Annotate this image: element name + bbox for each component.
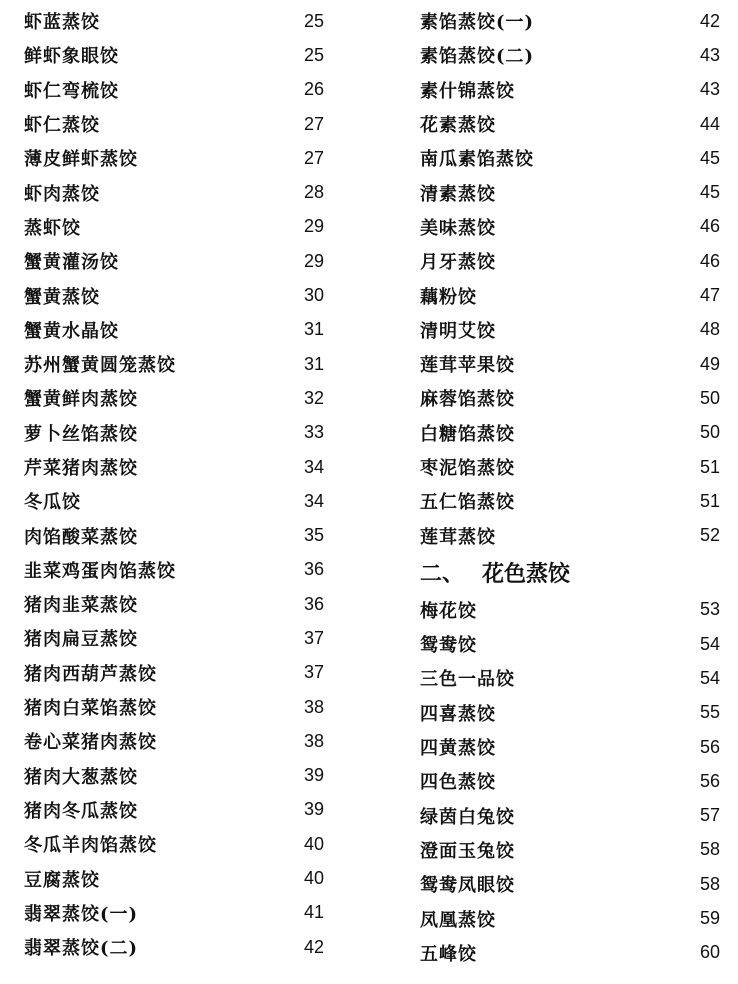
entry-page-number: 45 xyxy=(699,147,720,168)
entry-page-number: 27 xyxy=(303,147,324,168)
entry-title: 冬瓜饺 xyxy=(24,492,81,514)
entry-page-number: 36 xyxy=(303,593,324,614)
entry-title: 虾蓝蒸饺 xyxy=(24,12,100,34)
entry-title: 猪肉韭菜蒸饺 xyxy=(24,595,138,617)
entry-title: 清素蒸饺 xyxy=(420,183,496,205)
entry-page-number: 34 xyxy=(303,456,324,477)
toc-entry xyxy=(420,867,720,901)
entry-title: 凤凰蒸饺 xyxy=(420,909,496,931)
entry-page-number: 31 xyxy=(303,319,324,340)
entry-title: 花素蒸饺 xyxy=(420,115,496,137)
entry-page-number: 56 xyxy=(699,736,720,757)
entry-page-number: 60 xyxy=(699,942,720,963)
entry-title: 蟹黄水晶饺 xyxy=(24,320,119,342)
toc-entry xyxy=(420,936,720,970)
toc-entry xyxy=(420,901,720,935)
entry-page-number: 25 xyxy=(303,44,324,65)
entry-page-number: 29 xyxy=(303,250,324,271)
entry-page-number: 34 xyxy=(303,490,324,511)
entry-title: 猪肉西葫芦蒸饺 xyxy=(24,663,157,685)
entry-title: 翡翠蒸饺(一) xyxy=(24,903,139,925)
toc-entry xyxy=(24,656,324,690)
entry-page-number: 58 xyxy=(699,839,720,860)
entry-title: 五仁馅蒸饺 xyxy=(420,492,515,514)
entry-page-number: 31 xyxy=(303,353,324,374)
toc-entry xyxy=(420,73,720,107)
entry-page-number: 38 xyxy=(303,696,324,717)
entry-title: 藕粉饺 xyxy=(420,286,477,308)
entry-page-number: 39 xyxy=(303,765,324,786)
toc-entry xyxy=(420,730,720,764)
toc-entry xyxy=(24,724,324,758)
toc-entry xyxy=(420,141,720,175)
toc-entry xyxy=(420,38,720,72)
toc-entry xyxy=(24,73,324,107)
entry-title: 猪肉冬瓜蒸饺 xyxy=(24,800,138,822)
entry-title: 苏州蟹黄圆笼蒸饺 xyxy=(24,355,176,377)
toc-entry xyxy=(24,930,324,964)
entry-title: 莲茸蒸饺 xyxy=(420,526,496,548)
entry-page-number: 50 xyxy=(699,387,720,408)
entry-title: 五峰饺 xyxy=(420,943,477,965)
toc-entry xyxy=(420,347,720,381)
entry-page-number: 37 xyxy=(303,627,324,648)
toc-entry xyxy=(24,518,324,552)
entry-title: 蒸虾饺 xyxy=(24,217,81,239)
entry-title: 猪肉大葱蒸饺 xyxy=(24,766,138,788)
entry-page-number: 46 xyxy=(699,216,720,237)
entry-title: 鲜虾象眼饺 xyxy=(24,46,119,68)
entry-title: 澄面玉兔饺 xyxy=(420,840,515,862)
toc-entry xyxy=(420,764,720,798)
toc-entry xyxy=(24,244,324,278)
toc-entry xyxy=(420,833,720,867)
toc-entry xyxy=(420,518,720,552)
entry-title: 猪肉扁豆蒸饺 xyxy=(24,629,138,651)
entry-page-number: 42 xyxy=(303,936,324,957)
entry-page-number: 50 xyxy=(699,422,720,443)
toc-entry xyxy=(420,381,720,415)
entry-page-number: 44 xyxy=(699,113,720,134)
toc-entry xyxy=(420,175,720,209)
entry-title: 绿茵白兔饺 xyxy=(420,806,515,828)
toc-entry xyxy=(24,38,324,72)
toc-entry xyxy=(24,313,324,347)
toc-entry xyxy=(24,690,324,724)
toc-entry xyxy=(420,278,720,312)
toc-entry xyxy=(24,416,324,450)
toc-entry xyxy=(420,416,720,450)
entry-title: 冬瓜羊肉馅蒸饺 xyxy=(24,835,157,857)
entry-title: 卷心菜猪肉蒸饺 xyxy=(24,732,157,754)
toc-entry xyxy=(420,210,720,244)
entry-page-number: 26 xyxy=(303,79,324,100)
toc-entry xyxy=(24,4,324,38)
entry-page-number: 29 xyxy=(303,216,324,237)
toc-entry xyxy=(24,450,324,484)
entry-title: 萝卜丝馅蒸饺 xyxy=(24,423,138,445)
entry-page-number: 39 xyxy=(303,799,324,820)
toc-entry xyxy=(420,107,720,141)
entry-title: 美味蒸饺 xyxy=(420,217,496,239)
entry-title: 虾仁弯梳饺 xyxy=(24,80,119,102)
toc-entry xyxy=(24,793,324,827)
entry-page-number: 46 xyxy=(699,250,720,271)
entry-page-number: 49 xyxy=(699,353,720,374)
entry-title: 肉馅酸菜蒸饺 xyxy=(24,526,138,548)
toc-right-column xyxy=(420,4,720,970)
entry-title: 四喜蒸饺 xyxy=(420,703,496,725)
entry-page-number: 37 xyxy=(303,662,324,683)
toc-entry xyxy=(24,587,324,621)
toc-entry xyxy=(24,141,324,175)
entry-title: 四色蒸饺 xyxy=(420,772,496,794)
entry-title: 虾肉蒸饺 xyxy=(24,183,100,205)
toc-entry xyxy=(420,450,720,484)
entry-page-number: 52 xyxy=(699,525,720,546)
toc-entry xyxy=(24,553,324,587)
entry-page-number: 41 xyxy=(303,902,324,923)
entry-page-number: 54 xyxy=(699,633,720,654)
toc-entry xyxy=(420,799,720,833)
toc-entry xyxy=(24,381,324,415)
entry-title: 虾仁蒸饺 xyxy=(24,115,100,137)
entry-page-number: 58 xyxy=(699,873,720,894)
entry-page-number: 47 xyxy=(699,285,720,306)
toc-entry xyxy=(24,827,324,861)
entry-page-number: 32 xyxy=(303,387,324,408)
entry-page-number: 45 xyxy=(699,182,720,203)
toc-entry xyxy=(24,210,324,244)
entry-title: 莲茸苹果饺 xyxy=(420,355,515,377)
toc-entry xyxy=(24,278,324,312)
entry-page-number: 57 xyxy=(699,805,720,826)
entry-title: 蟹黄鲜肉蒸饺 xyxy=(24,389,138,411)
section-heading xyxy=(420,553,720,593)
toc-entry xyxy=(24,347,324,381)
entry-title: 梅花饺 xyxy=(420,600,477,622)
toc-entry xyxy=(420,4,720,38)
entry-title: 白糖馅蒸饺 xyxy=(420,423,515,445)
entry-page-number: 56 xyxy=(699,770,720,791)
entry-page-number: 48 xyxy=(699,319,720,340)
entry-title: 清明艾饺 xyxy=(420,320,496,342)
entry-page-number: 43 xyxy=(699,44,720,65)
entry-page-number: 36 xyxy=(303,559,324,580)
entry-page-number: 54 xyxy=(699,667,720,688)
entry-title: 薄皮鲜虾蒸饺 xyxy=(24,149,138,171)
entry-page-number: 40 xyxy=(303,833,324,854)
entry-page-number: 28 xyxy=(303,182,324,203)
entry-title: 鸳鸯饺 xyxy=(420,635,477,657)
entry-title: 南瓜素馅蒸饺 xyxy=(420,149,534,171)
entry-title: 豆腐蒸饺 xyxy=(24,869,100,891)
entry-title: 三色一品饺 xyxy=(420,669,515,691)
entry-page-number: 59 xyxy=(699,908,720,929)
toc-entry xyxy=(420,244,720,278)
section-title: 花色蒸饺 xyxy=(482,562,571,588)
toc-entry xyxy=(24,107,324,141)
toc-entry xyxy=(420,696,720,730)
entry-title: 麻蓉馅蒸饺 xyxy=(420,389,515,411)
section-number: 二、 xyxy=(420,562,465,588)
entry-title: 月牙蒸饺 xyxy=(420,252,496,274)
toc-entry xyxy=(420,484,720,518)
entry-title: 四黄蒸饺 xyxy=(420,738,496,760)
entry-title: 素什锦蒸饺 xyxy=(420,80,515,102)
entry-page-number: 42 xyxy=(699,10,720,31)
entry-page-number: 27 xyxy=(303,113,324,134)
entry-page-number: 51 xyxy=(699,456,720,477)
entry-page-number: 43 xyxy=(699,79,720,100)
entry-page-number: 51 xyxy=(699,490,720,511)
entry-page-number: 33 xyxy=(303,422,324,443)
toc-entry xyxy=(24,861,324,895)
entry-page-number: 40 xyxy=(303,868,324,889)
entry-title: 猪肉白菜馅蒸饺 xyxy=(24,698,157,720)
toc-entry xyxy=(420,627,720,661)
toc-entry xyxy=(420,313,720,347)
entry-page-number: 53 xyxy=(699,599,720,620)
toc-entry xyxy=(24,621,324,655)
entry-page-number: 25 xyxy=(303,10,324,31)
entry-title: 翡翠蒸饺(二) xyxy=(24,938,139,960)
entry-title: 韭菜鸡蛋肉馅蒸饺 xyxy=(24,560,176,582)
entry-title: 芹菜猪肉蒸饺 xyxy=(24,458,138,479)
entry-page-number: 55 xyxy=(699,702,720,723)
toc-left-column xyxy=(24,4,324,964)
toc-entry xyxy=(420,593,720,627)
entry-page-number: 35 xyxy=(303,525,324,546)
entry-page-number: 30 xyxy=(303,285,324,306)
entry-title: 素馅蒸饺(二) xyxy=(420,46,535,68)
toc-entry xyxy=(24,896,324,930)
entry-page-number: 38 xyxy=(303,730,324,751)
toc-entry xyxy=(24,175,324,209)
toc-entry xyxy=(24,759,324,793)
entry-title: 鸳鸯凤眼饺 xyxy=(420,875,515,897)
entry-title: 素馅蒸饺(一) xyxy=(420,12,535,34)
entry-title: 枣泥馅蒸饺 xyxy=(420,458,515,479)
entry-title: 蟹黄蒸饺 xyxy=(24,286,100,308)
toc-entry xyxy=(420,661,720,695)
entry-title: 蟹黄灌汤饺 xyxy=(24,252,119,274)
toc-entry xyxy=(24,484,324,518)
